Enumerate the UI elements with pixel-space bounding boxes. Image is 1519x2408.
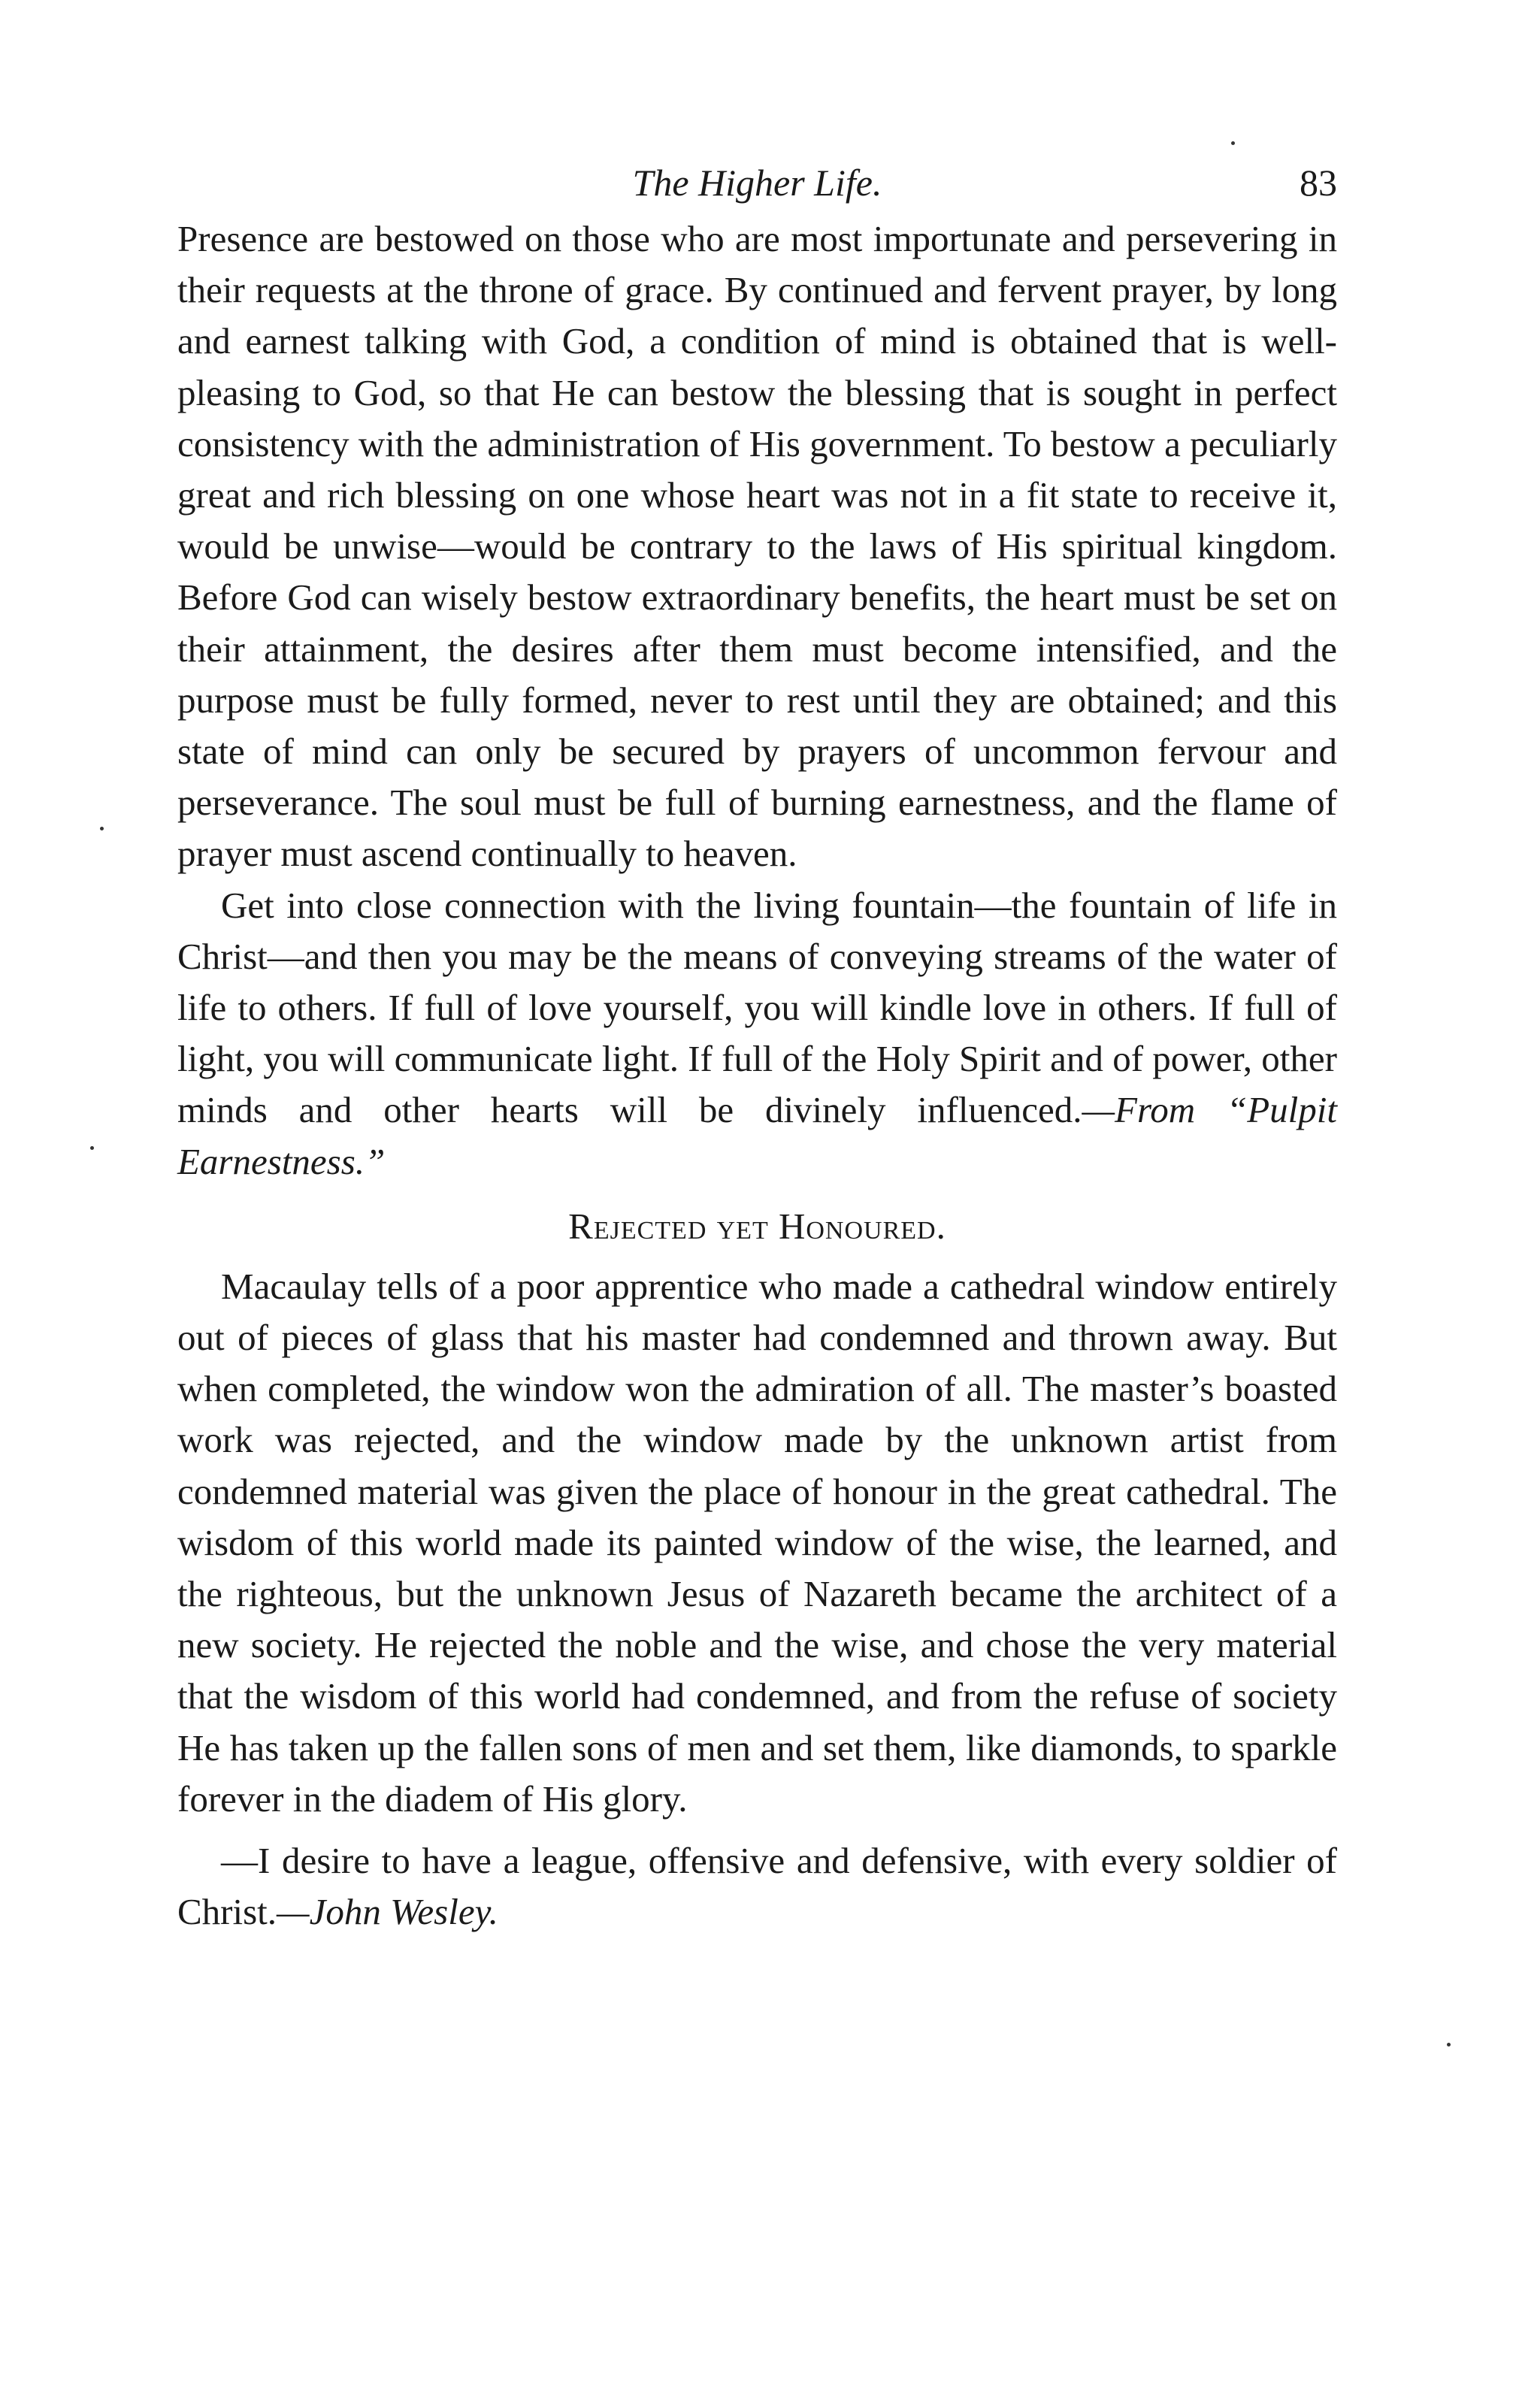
- print-speck: [1231, 141, 1235, 145]
- paragraph-wesley: [177, 1835, 1337, 1938]
- print-speck: [1447, 2043, 1451, 2046]
- paragraph-text: Get into close connection with the living fountain—the fountain of life in Christ—and then you may be the means of conveying streams of the water of life to others. If full of love yourself, you will kindle love in others. If full of light, you will communicate light. If full of the Holy Spirit and of power, other minds and other hearts will be divinely influenced.: [177, 884, 1337, 1131]
- paragraph-fountain: [177, 880, 1337, 1187]
- book-page: [177, 158, 1337, 1938]
- running-head: [177, 158, 1337, 207]
- running-title: The Higher Life.: [632, 162, 882, 204]
- print-speck: [90, 1146, 94, 1150]
- page-number: 83: [1300, 162, 1337, 204]
- print-speck: [100, 827, 104, 830]
- quote-text: —I desire to have a league, offensive and defensive, with every soldier of Christ.: [177, 1840, 1337, 1933]
- paragraph-continued: Presence are bestowed on those who are most importunate and persevering in their requests at the throne of grace. By continued and fervent prayer, by long and earnest talking with God, a condition of mind is obtained that is well-pleasing to God, so that He can bestow the blessing that is sought in perfect consistency with the administration of His government. To bestow a peculiarly great and rich blessing on one whose heart was not in a fit state to receive it, would be unwise—would be contrary to the laws of His spiritual kingdom. Before God can wisely bestow extraordinary benefits, the heart must be set on their attainment, the desires after them must become intensified, and the purpose must be fully formed, never to rest until they are obtained; and this state of mind can only be secured by prayers of uncommon fervour and perseverance. The soul must be full of burning earnestness, and the flame of prayer must ascend continually to heaven.: [177, 218, 1337, 875]
- section-heading: Rejected yet Honoured.: [568, 1205, 946, 1247]
- quote-attribution: —John Wesley.: [277, 1891, 498, 1933]
- source-attribution: —From “Pulpit Earnestness.”: [177, 1089, 1337, 1182]
- paragraph-macaulay: Macaulay tells of a poor apprentice who made a cathedral window entirely out of pieces of glass that his master had condemned and thrown away. But when completed, the window won the admiration of all. The master’s boasted work was rejected, and the window made by the unknown artist from condemned material was given the place of honour in the great cathedral. The wisdom of this world made its painted window of the wise, the learned, and the righteous, but the unknown Jesus of Nazareth became the architect of a new society. He rejected the noble and the wise, and chose the very material that the wisdom of this world had condemned, and from the refuse of society He has taken up the fallen sons of men and set them, like diamonds, to sparkle forever in the diadem of His glory.: [177, 1265, 1337, 1820]
- page-body: [177, 213, 1337, 1938]
